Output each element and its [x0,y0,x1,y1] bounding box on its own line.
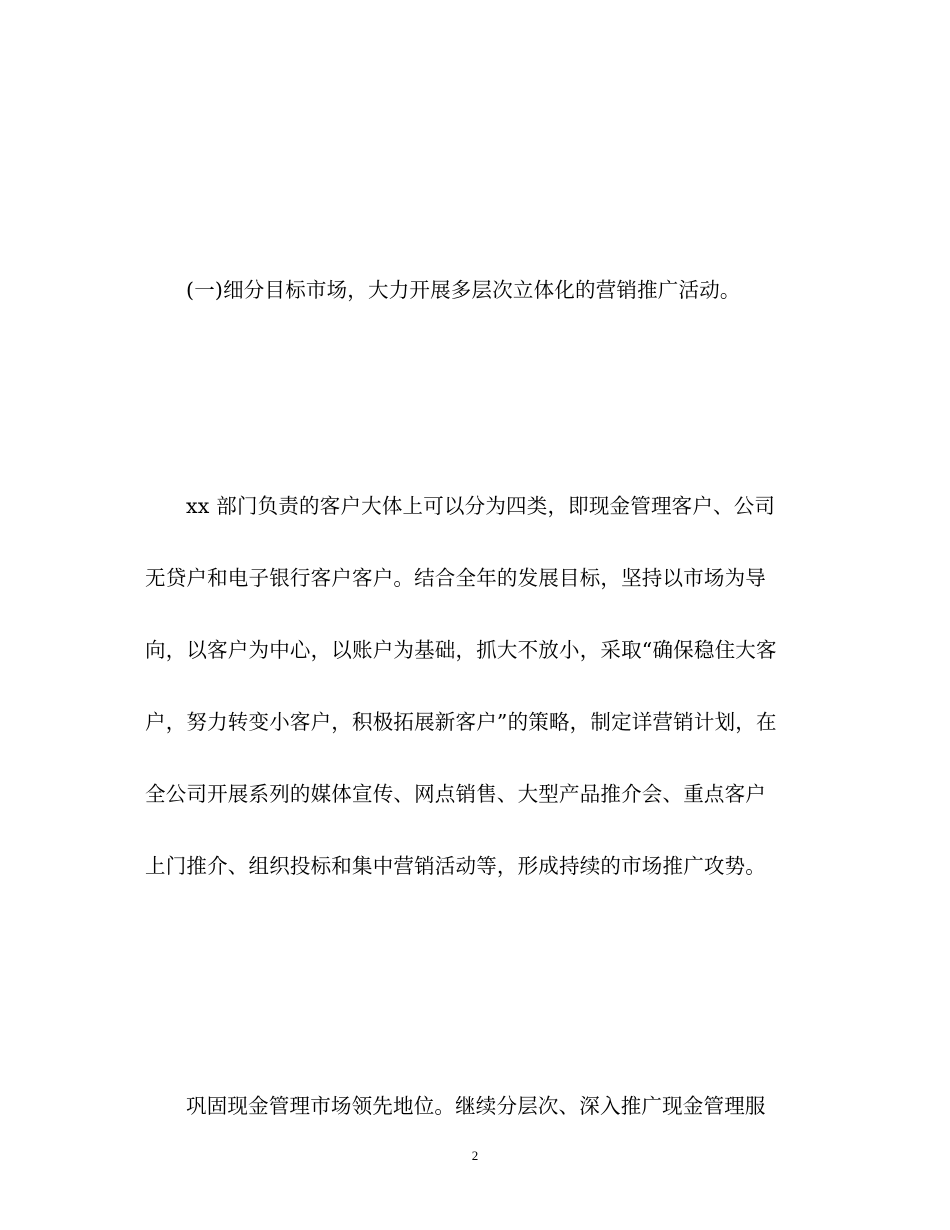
paragraph-line: 户，努力转变小客户，积极拓展新客户”的策略，制定详营销计划，在 [145,710,777,734]
paragraph-line: 无贷户和电子银行客户客户。结合全年的发展目标，坚持以市场为导 [145,566,766,590]
page-number: 2 [471,1148,479,1163]
paragraph-line: 全公司开展系列的媒体宣传、网点销售、大型产品推介会、重点客户 [145,782,766,806]
paragraph-line: 巩固现金管理市场领先地位。继续分层次、深入推广现金管理服 [186,1094,766,1118]
body-paragraph [145,470,807,902]
paragraph-line: xx 部门负责的客户大体上可以分为四类，即现金管理客户、公司 [186,494,776,518]
paragraph-line: (一)细分目标市场，大力开展多层次立体化的营销推广活动。 [186,278,741,302]
paragraph-line: 向，以客户为中心，以账户为基础，抓大不放小，采取“确保稳住大客 [145,638,777,662]
section-heading-paragraph [145,254,807,326]
paragraph-line: 上门推介、组织投标和集中营销活动等，形成持续的市场推广攻势。 [145,854,766,878]
body-paragraph [145,1070,807,1142]
